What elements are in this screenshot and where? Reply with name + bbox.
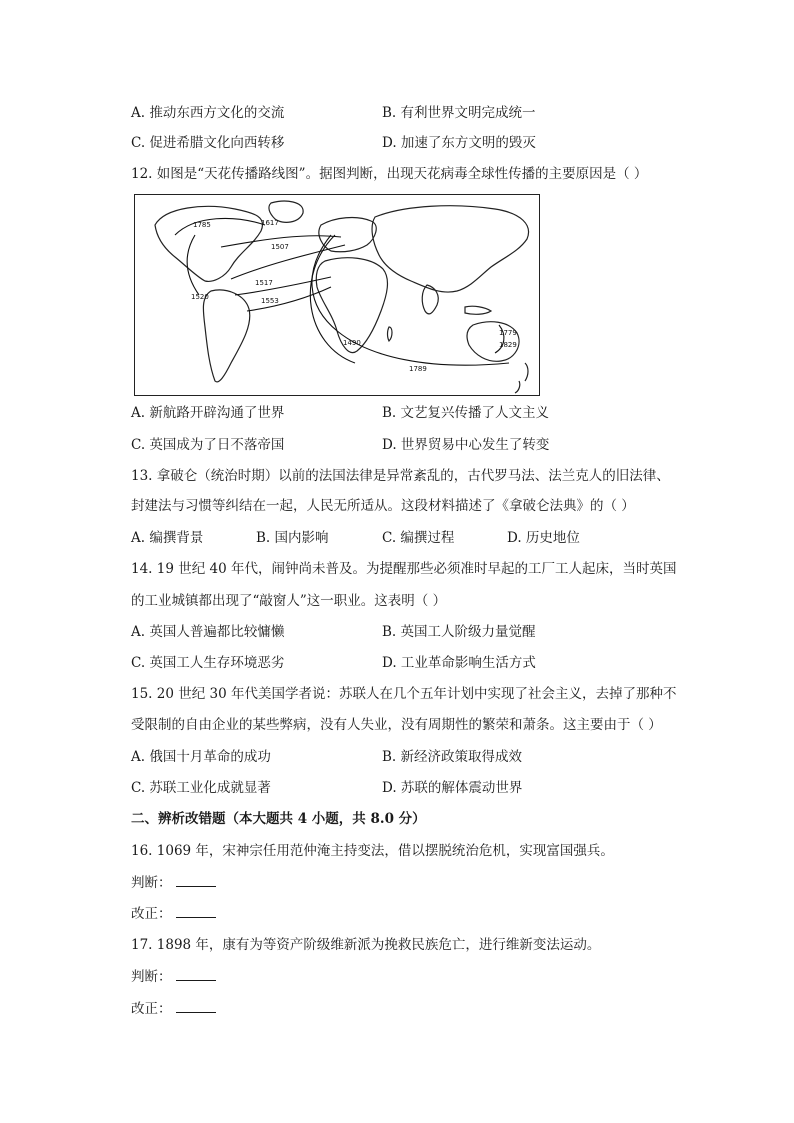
q16-judge-label: 判断： <box>131 875 172 891</box>
q12-option-a[interactable]: A. 新航路开辟沟通了世界 <box>131 405 285 421</box>
section-2-heading: 二、辨析改错题（本大题共 4 小题，共 8.0 分） <box>131 811 426 827</box>
q15-stem-line1: 15. 20 世纪 30 年代美国学者说：苏联人在几个五年计划中实现了社会主义，去掉了那种不 <box>131 686 677 702</box>
q16-correct-blank[interactable] <box>176 905 216 918</box>
asia-outline <box>372 206 528 292</box>
south-america-outline <box>203 290 249 382</box>
q15-stem-line2: 受限制的自由企业的某些弊病，没有人失业，没有周期性的繁荣和萧条。这主要由于（ ） <box>131 717 662 733</box>
map-year-label: 1517 <box>255 279 273 287</box>
north-america-outline <box>155 206 263 281</box>
q12-option-d[interactable]: D. 世界贸易中心发生了转变 <box>382 437 550 453</box>
map-year-label: 1785 <box>193 221 211 229</box>
route-europe-australia <box>312 235 509 365</box>
smallpox-spread-map <box>134 194 540 396</box>
q13-option-b[interactable]: B. 国内影响 <box>256 530 329 546</box>
q11-option-c[interactable]: C. 促进希腊文化向西转移 <box>131 135 285 151</box>
q17-judge-blank[interactable] <box>176 968 216 981</box>
new-zealand-outline <box>515 363 528 393</box>
q14-option-d[interactable]: D. 工业革命影响生活方式 <box>382 655 536 671</box>
q16-correct-label: 改正： <box>131 906 172 922</box>
q17-judge-label: 判断： <box>131 969 172 985</box>
q17-judge-row <box>131 968 216 986</box>
map-year-label: 1507 <box>271 243 289 251</box>
map-year-label: 1553 <box>261 297 279 305</box>
map-year-label: 1789 <box>409 365 427 373</box>
q13-stem-line2: 封建法与习惯等纠结在一起，人民无所适从。这段材料描述了《拿破仑法典》的（ ） <box>131 498 635 514</box>
route-north-loop <box>175 218 265 235</box>
q17-correct-blank[interactable] <box>176 1000 216 1013</box>
q17-correct-row <box>131 1000 216 1018</box>
q14-option-c[interactable]: C. 英国工人生存环境恶劣 <box>131 655 285 671</box>
q14-stem-line2: 的工业城镇都出现了“敲窗人”这一职业。这表明（ ） <box>131 593 447 609</box>
q12-option-b[interactable]: B. 文艺复兴传播了人文主义 <box>382 405 550 421</box>
q16-judge-blank[interactable] <box>176 874 216 887</box>
q14-option-b[interactable]: B. 英国工人阶级力量觉醒 <box>382 624 536 640</box>
map-year-label: 1520 <box>191 293 209 301</box>
q15-option-a[interactable]: A. 俄国十月革命的成功 <box>131 749 271 765</box>
map-year-label: 1829 <box>499 341 517 349</box>
q13-option-a[interactable]: A. 编撰背景 <box>131 530 204 546</box>
madagascar-outline <box>388 327 393 341</box>
map-year-label: 1779 <box>499 329 517 337</box>
q13-stem-line1: 13. 拿破仑（统治时期）以前的法国法律是异常紊乱的，古代罗马法、法兰克人的旧法律、 <box>131 468 670 484</box>
q17-stem: 17. 1898 年，康有为等资产阶级维新派为挽救民族危亡，进行维新变法运动。 <box>131 937 601 953</box>
q11-option-b[interactable]: B. 有利世界文明完成统一 <box>382 105 536 121</box>
route-west-coast <box>187 235 199 295</box>
q16-judge-row <box>131 874 216 892</box>
q12-stem: 12. 如图是“天花传播路线图”。据图判断，出现天花病毒全球性传播的主要原因是（ ） <box>131 166 648 182</box>
q11-option-d[interactable]: D. 加速了东方文明的毁灭 <box>382 135 536 151</box>
indonesia-outline <box>465 306 491 314</box>
map-year-label: 1490 <box>343 339 361 347</box>
world-map-figure <box>135 195 539 395</box>
europe-outline <box>319 218 376 252</box>
q14-option-a[interactable]: A. 英国人普遍都比较慵懒 <box>131 624 285 640</box>
q16-correct-row <box>131 905 216 923</box>
q17-correct-label: 改正： <box>131 1001 172 1017</box>
q13-option-d[interactable]: D. 历史地位 <box>507 530 580 546</box>
q15-option-d[interactable]: D. 苏联的解体震动世界 <box>382 780 523 796</box>
q16-stem: 16. 1069 年，宋神宗任用范仲淹主持变法，借以摆脱统治危机，实现富国强兵。 <box>131 843 614 859</box>
map-year-label: 1617 <box>261 219 279 227</box>
q15-option-c[interactable]: C. 苏联工业化成就显著 <box>131 780 271 796</box>
q11-option-a[interactable]: A. 推动东西方文化的交流 <box>131 105 285 121</box>
q12-option-c[interactable]: C. 英国成为了日不落帝国 <box>131 437 285 453</box>
q13-option-c[interactable]: C. 编撰过程 <box>382 530 455 546</box>
q15-option-b[interactable]: B. 新经济政策取得成效 <box>382 749 523 765</box>
q14-stem-line1: 14. 19 世纪 40 年代，闹钟尚未普及。为提醒那些必须准时早起的工厂工人起床，当时英国 <box>131 561 677 577</box>
